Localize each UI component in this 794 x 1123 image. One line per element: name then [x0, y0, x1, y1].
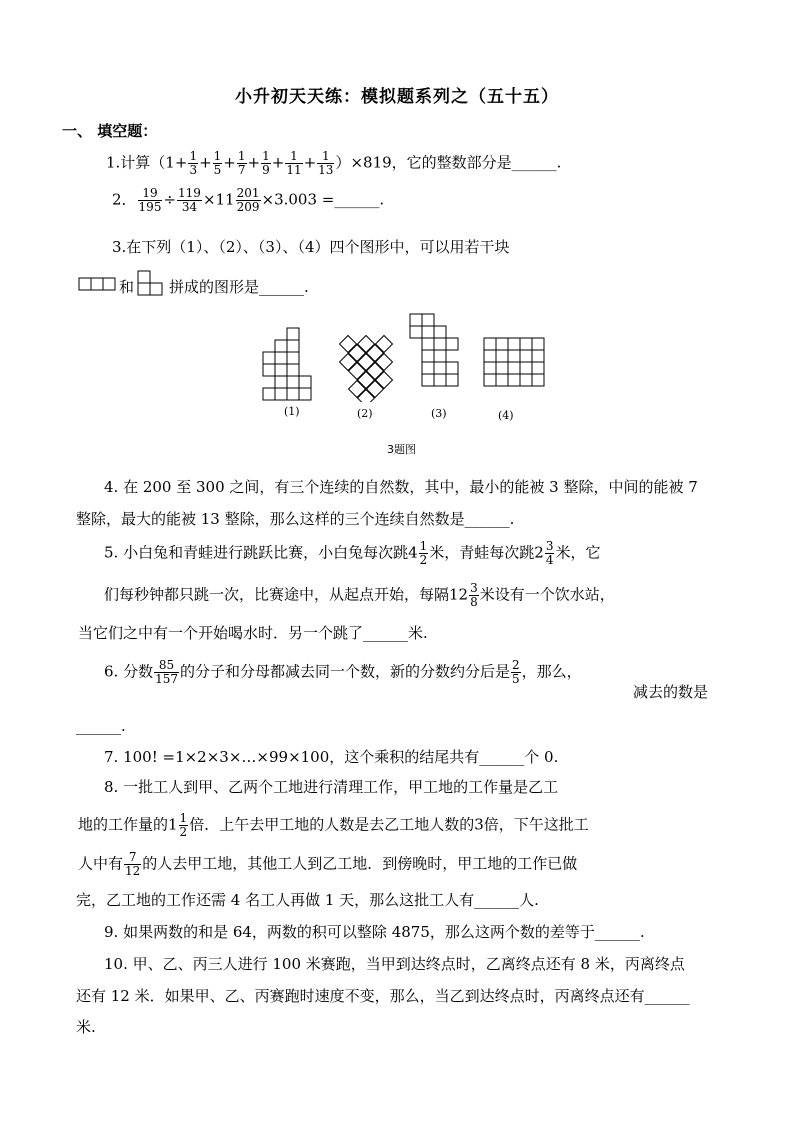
grid-cell — [496, 362, 508, 374]
section-heading: 一、 填空题： — [62, 122, 158, 140]
grid-cell — [275, 340, 287, 352]
grid-cell — [275, 376, 287, 388]
grid-cell — [376, 372, 393, 389]
grid-cell — [434, 362, 446, 374]
grid-cell — [422, 362, 434, 374]
grid-cell — [484, 350, 496, 362]
q5-line-3: 当它们之中有一个开始喝水时．另一个跳了______米. — [78, 624, 428, 642]
q3-and: 和 — [119, 278, 135, 296]
grid-cell — [520, 350, 532, 362]
q8-line-2: 地的工作量的1 $\frac{1}{2}$ 倍．上午去甲工地的人数是去乙工地人数的3倍，下午这批工 — [78, 811, 589, 839]
grid-cell — [376, 336, 393, 353]
grid-cell — [508, 362, 520, 374]
figure-1 — [263, 328, 311, 400]
page-title: 小升初天天练：模拟题系列之（五十五） — [235, 87, 559, 107]
question-1: 1.计算（1+ $\frac{1}{3}$ + $\frac{1}{5}$ + $\frac{1}{7}$ + $\frac{1}{9}$ + $\frac{1}{11}$ + $\frac{1}{13}$ ）×819，它的整数部分是______. — [106, 149, 562, 177]
grid-cell — [520, 374, 532, 386]
grid-cell — [299, 388, 311, 400]
grid-cell — [275, 352, 287, 364]
q1-suffix: ）×819，它的整数部分是______. — [335, 153, 562, 172]
straight-tromino-icon — [79, 278, 115, 290]
q10-line-3: 米. — [76, 1018, 96, 1036]
q2-frac-1: $\frac{19}{195}$ — [138, 186, 162, 214]
q1-frac-1: $\frac{1}{3}$ — [189, 149, 198, 177]
grid-cell — [434, 374, 446, 386]
q3-line-1: 3.在下列（1）、（2）、（3）、（4）四个图形中，可以用若干块 — [112, 238, 510, 256]
q10-line-1: 10. 甲、乙、丙三人进行 100 米赛跑，当甲到达终点时，乙离终点还有 8 米，丙离终点 — [104, 955, 685, 973]
q6-frac-1: $\frac{85}{157}$ — [155, 658, 178, 686]
q1-prefix: 1.计算（1+ — [106, 153, 188, 172]
grid-cell — [410, 326, 422, 338]
grid-cell — [446, 374, 458, 386]
grid-cell — [349, 345, 366, 362]
grid-cell — [275, 364, 287, 376]
figure-3 — [410, 314, 458, 386]
grid-cell — [410, 314, 422, 326]
grid-cell — [422, 374, 434, 386]
grid-cell — [484, 374, 496, 386]
grid-cell — [263, 364, 275, 376]
grid-cell — [358, 354, 375, 371]
grid-cell — [358, 372, 375, 389]
grid-cell — [340, 354, 357, 371]
grid-cell — [349, 381, 366, 398]
grid-cell — [422, 314, 434, 326]
grid-cell — [508, 338, 520, 350]
q1-frac-4: $\frac{1}{9}$ — [262, 149, 270, 177]
q5-line-1: 5. 小白兔和青蛙进行跳跃比赛，小白兔每次跳4 $\frac{1}{2}$ 米，青蛙每次跳2 $\frac{3}{4}$ 米，它 — [104, 539, 601, 567]
grid-cell — [532, 350, 544, 362]
grid-cell — [484, 338, 496, 350]
q6-frac-2: $\frac{2}{5}$ — [512, 658, 520, 686]
grid-cell — [496, 374, 508, 386]
grid-cell — [287, 340, 299, 352]
q1-frac-6: $\frac{1}{13}$ — [318, 149, 334, 177]
grid-cell — [434, 326, 446, 338]
grid-cell — [532, 362, 544, 374]
figure-4-label: (4) — [498, 409, 514, 422]
grid-cell — [367, 345, 384, 362]
grid-cell — [520, 338, 532, 350]
q10-line-2: 还有 12 米．如果甲、乙、丙赛跑时速度不变，那么，当乙到达终点时，丙离终点还有______ — [76, 987, 690, 1005]
grid-cell — [263, 352, 275, 364]
q8-line-3: 人中有 $\frac{7}{12}$ 的人去甲工地，其他工人到乙工地．到傍晚时，甲工地的工作已做 — [78, 850, 578, 878]
grid-cell — [287, 388, 299, 400]
q2-frac-3: $\frac{201}{209}$ — [236, 186, 260, 214]
grid-cell — [275, 388, 287, 400]
question-9: 9. 如果两数的和是 64，两数的积可以整除 4875，那么这两个数的差等于______. — [104, 923, 645, 941]
grid-cell — [532, 374, 544, 386]
grid-cell — [422, 326, 434, 338]
q8-line-1: 8. 一批工人到甲、乙两个工地进行清理工作，甲工地的工作量是乙工 — [104, 778, 559, 796]
q5-line-2: 们每秒钟都只跳一次，比赛途中，从起点开始，每隔12 $\frac{3}{8}$ 米设有一个饮水站， — [104, 581, 615, 609]
q2-frac-2: $\frac{119}{34}$ — [178, 186, 201, 214]
grid-cell — [287, 328, 299, 340]
grid-cell — [422, 350, 434, 362]
grid-cell — [496, 338, 508, 350]
q3-figures — [258, 306, 558, 402]
grid-cell — [367, 381, 384, 398]
figure-4 — [484, 338, 544, 386]
grid-cell — [434, 350, 446, 362]
q3-line-2: 拼成的图形是______. — [169, 278, 309, 296]
q1-frac-3: $\frac{1}{7}$ — [237, 149, 246, 177]
q6-line-1: 6. 分数 $\frac{85}{157}$ 的分子和分母都减去同一个数，新的分数约分后是 $\frac{2}{5}$ ，那么， — [104, 658, 582, 686]
question-7: 7. 100! =1×2×3×…×99×100，这个乘积的结尾共有______个 0. — [104, 748, 559, 766]
grid-cell — [358, 390, 375, 402]
q5-frac-2: $\frac{3}{4}$ — [545, 539, 554, 567]
grid-cell — [484, 362, 496, 374]
grid-cell — [446, 362, 458, 374]
q1-frac-2: $\frac{1}{5}$ — [213, 149, 222, 177]
grid-cell — [287, 364, 299, 376]
q6-line-2: ______. — [76, 717, 126, 735]
q8-frac-1: $\frac{1}{2}$ — [179, 811, 188, 839]
q5-frac-1: $\frac{1}{2}$ — [419, 539, 428, 567]
grid-cell — [358, 336, 375, 353]
l-tromino-icon — [138, 271, 162, 295]
grid-cell — [340, 336, 357, 353]
figure-2-label: (2) — [357, 407, 373, 420]
grid-cell — [349, 363, 366, 380]
figure-2 — [340, 336, 393, 402]
grid-cell — [508, 374, 520, 386]
grid-cell — [422, 338, 434, 350]
figure-1-label: (1) — [284, 405, 300, 418]
grid-cell — [508, 350, 520, 362]
grid-cell — [376, 354, 393, 371]
q4-line-2: 整除，最大的能被 13 整除，那么这样的三个连续自然数是______. — [76, 510, 515, 528]
q6-line-1-end: 减去的数是 — [633, 683, 709, 701]
grid-cell — [287, 352, 299, 364]
question-2: 2． $\frac{19}{195}$ ÷ $\frac{119}{34}$ ×11 $\frac{201}{209}$ ×3.003 =______. — [112, 186, 385, 214]
q8-line-4: 完，乙工地的工作还需 4 名工人再做 1 天，那么这批工人有______人. — [76, 891, 539, 909]
q1-frac-5: $\frac{1}{11}$ — [286, 149, 302, 177]
q4-line-1: 4. 在 200 至 300 之间，有三个连续的自然数，其中，最小的能被 3 整除，中间的能被 7 — [104, 478, 698, 496]
grid-cell — [520, 362, 532, 374]
grid-cell — [287, 376, 299, 388]
grid-cell — [299, 376, 311, 388]
grid-cell — [434, 338, 446, 350]
grid-cell — [496, 350, 508, 362]
q8-frac-2: $\frac{7}{12}$ — [125, 850, 141, 878]
grid-cell — [446, 338, 458, 350]
figure-3-label: (3) — [431, 407, 447, 420]
grid-cell — [367, 363, 384, 380]
figure-caption: 3题图 — [387, 443, 416, 456]
grid-cell — [263, 388, 275, 400]
q5-frac-3: $\frac{3}{8}$ — [470, 581, 478, 609]
grid-cell — [532, 338, 544, 350]
